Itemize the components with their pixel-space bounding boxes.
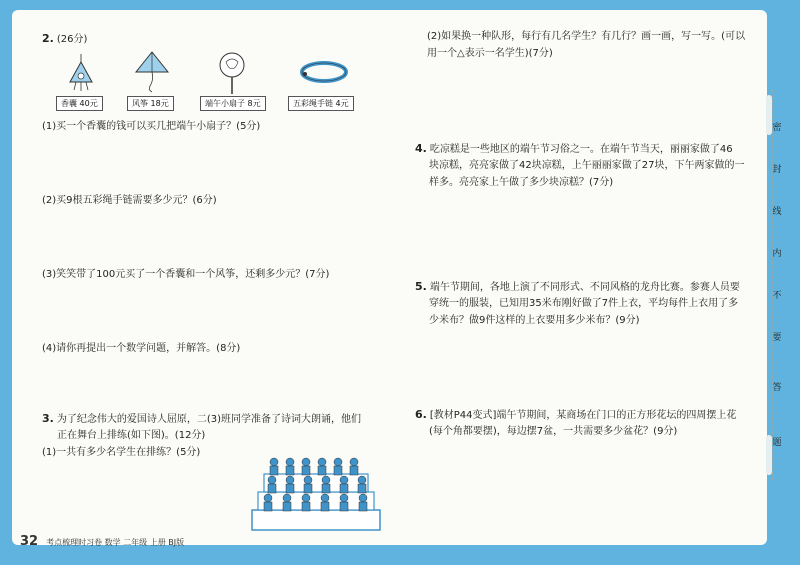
q2-sub2: (2)买9根五彩绳手链需要多少元？(6分) [42,195,217,206]
q3-line2: 正在舞台上排练(如下图)。(12分) [57,430,206,441]
seal-char-1: 密 [772,123,782,133]
footer-text: 考点梳理时习卷 数学 二年级 上册 BJ版 [46,538,185,547]
q2-sub3: (3)笑笑带了100元买了一个香囊和一个风筝，还剩多少元？(7分) [42,269,330,280]
price-kite: 风筝 18元 [127,96,174,111]
q5-line2: 穿统一的服装，已知用35米布刚好做了7件上衣，平均每件上衣用了多 [429,298,739,309]
price-bracelet: 五彩绳手链 4元 [288,96,354,111]
q3-sub1: (1)一共有多少名学生在排练？(5分) [42,447,201,458]
seal-dotted-line [772,90,773,480]
q2-score: (26分) [56,34,88,45]
q2-sub1: (1)买一个香囊的钱可以买几把端午小扇子？(5分) [42,121,261,132]
kite-icon [132,48,172,94]
q5-text1: 端午节期间，各地上演了不同形式、不同风格的龙舟比赛。参赛人员要 [429,282,740,293]
q4-text1: 吃凉糕是一些地区的端午节习俗之一。在端午节当天，丽丽家做了46 [429,144,733,155]
bracelet-icon [297,58,351,88]
seal-char-3: 线 [772,207,782,217]
page-number: 32 [20,534,39,549]
q3-number: 3. [42,412,54,425]
q2-header [42,30,87,48]
stage-students-figure [250,450,382,532]
seal-char-8: 题 [772,438,782,448]
seal-char-2: 封 [772,165,782,175]
sachet-icon [62,52,100,92]
q6-line2: (每个角都要摆)，每边摆7盆，一共需要多少盆花？(9分) [429,426,678,437]
seal-char-5: 不 [772,291,782,301]
q6-text1: [教材P44变式]端午节期间，某商场在门口的正方形花坛的四周摆上花 [429,410,737,421]
price-sachet: 香囊 40元 [56,96,103,111]
q6-number: 6. [415,408,427,421]
q3-line1 [42,410,361,428]
q3-sub2-line1: (2)如果换一种队形，每行有几名学生？有几行？画一画，写一写。(可以 [427,31,746,42]
q4-line2: 块凉糕，亮亮家做了42块凉糕，上午丽丽家做了27块，下午两家做的一 [429,160,745,171]
q5-number: 5. [415,280,427,293]
q4-number: 4. [415,142,427,155]
q2-sub4: (4)请你再提出一个数学问题，并解答。(8分) [42,343,241,354]
q4-line1 [415,140,733,158]
price-fan: 端午小扇子 8元 [200,96,266,111]
q6-line1 [415,406,736,424]
seal-line-strip [766,90,796,480]
page-footer [20,534,184,549]
q4-line3: 样多。亮亮家上午做了多少块凉糕？(7分) [429,177,614,188]
q5-line1 [415,278,740,296]
q3-text1: 为了纪念伟大的爱国诗人屈原，二(3)班同学准备了诗词大朗诵，他们 [56,414,362,425]
seal-char-4: 内 [772,249,782,259]
q2-number: 2. [42,32,54,45]
q3-sub2-line2: 用一个△表示一名学生)(7分) [427,48,553,59]
exam-sheet [12,10,767,545]
seal-char-6: 要 [772,333,782,343]
fan-icon [217,50,247,96]
q5-line3: 少米布？做9件这样的上衣要用多少米布？(9分) [429,315,640,326]
seal-char-7: 答 [772,383,782,393]
